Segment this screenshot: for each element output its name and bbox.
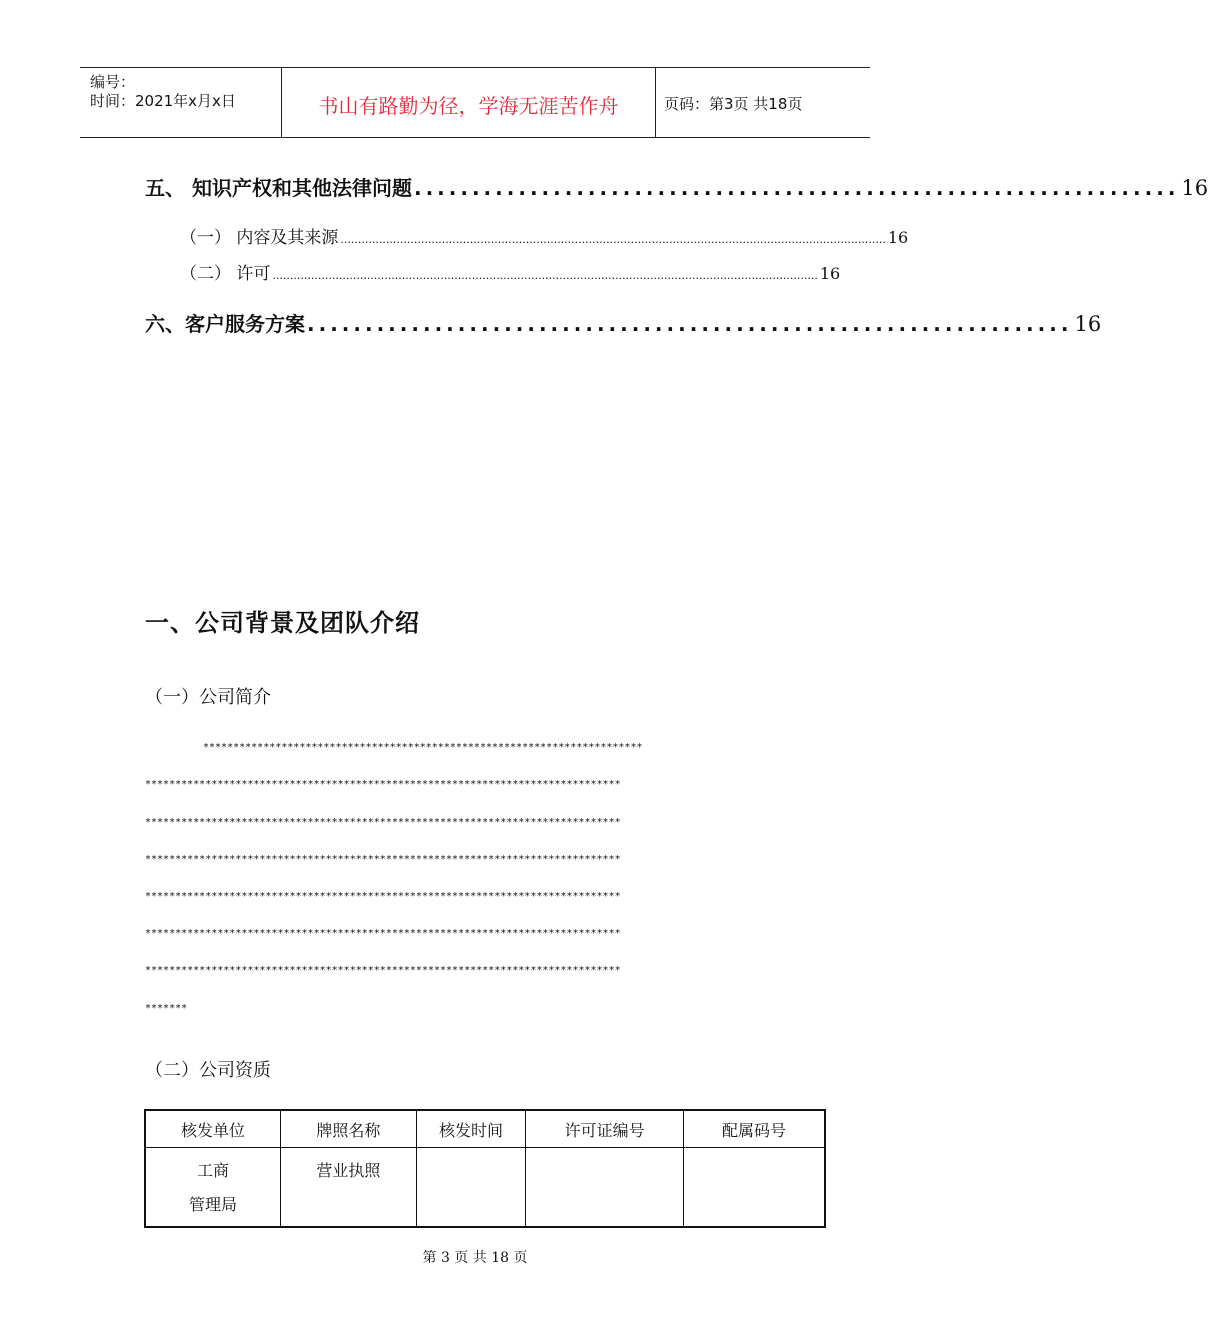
toc-entry-label: （一） 内容及其来源 bbox=[180, 228, 339, 248]
intro-text-line: ******************************************************************************* bbox=[145, 891, 621, 902]
toc-entry-page: 16 bbox=[1074, 312, 1102, 336]
header-motto: 书山有路勤为径，学海无涯苦作舟 bbox=[318, 94, 619, 118]
table-header-cell: 牌照名称 bbox=[281, 1110, 417, 1148]
table-header-cell: 配属码号 bbox=[683, 1110, 825, 1148]
intro-text-line: ******************************************************************************* bbox=[145, 928, 621, 939]
issuer-line: 管理局 bbox=[189, 1195, 238, 1214]
toc-entry-label: （二） 许可 bbox=[180, 264, 271, 284]
toc-leader: .................................................................. bbox=[307, 312, 1073, 336]
toc-entry[interactable] bbox=[180, 223, 909, 248]
subsection-heading: （二）公司资质 bbox=[145, 1060, 271, 1081]
intro-text-line: ******* bbox=[145, 1003, 188, 1014]
table-header-cell: 许可证编号 bbox=[526, 1110, 684, 1148]
toc-leader: ............................................................................................................................................................ bbox=[340, 233, 886, 246]
issuer-line: 工商 bbox=[197, 1161, 230, 1180]
table-cell-issue-date bbox=[416, 1148, 526, 1228]
toc-entry-page: 16 bbox=[819, 264, 841, 283]
page-header bbox=[80, 67, 870, 138]
table-cell-license-name: 营业执照 bbox=[281, 1148, 417, 1228]
intro-text-line: ******************************************************************************* bbox=[145, 779, 621, 790]
toc-entry-page: 16 bbox=[1181, 176, 1208, 200]
table-cell-issuer bbox=[145, 1148, 281, 1228]
section-heading: 一、公司背景及团队介绍 bbox=[145, 609, 420, 637]
document-number-label: 编号： bbox=[90, 73, 136, 91]
header-motto-cell bbox=[281, 68, 656, 137]
toc-entry[interactable] bbox=[145, 172, 1208, 201]
intro-text-line: ******************************************************************************* bbox=[145, 965, 621, 976]
table-header-cell: 核发时间 bbox=[416, 1110, 526, 1148]
intro-text-line: ******************************************************************************* bbox=[145, 817, 621, 828]
page-footer: 第 3 页 共 18 页 bbox=[422, 1250, 528, 1266]
intro-text-line: ******************************************************************************* bbox=[145, 854, 621, 865]
table-row bbox=[145, 1148, 825, 1228]
subsection-heading: （一）公司简介 bbox=[145, 687, 271, 708]
document-date: 时间：2021年x月x日 bbox=[90, 92, 236, 110]
toc-entry-page: 16 bbox=[887, 228, 909, 247]
table-header-row bbox=[145, 1110, 825, 1148]
toc-entry-label: 六、客户服务方案 bbox=[145, 312, 305, 336]
header-page-cell bbox=[655, 68, 870, 137]
qualification-table bbox=[144, 1109, 826, 1228]
header-meta bbox=[80, 68, 281, 137]
header-page-info: 页码：第3页 共18页 bbox=[664, 95, 803, 113]
intro-text-line: ************************************************************************* bbox=[203, 742, 643, 753]
toc-leader: ............................................................................................................................................................ bbox=[272, 269, 818, 282]
toc-leader: .................................................................. bbox=[413, 176, 1180, 200]
toc-entry-label: 五、 知识产权和其他法律问题 bbox=[145, 176, 412, 200]
table-cell-code bbox=[683, 1148, 825, 1228]
toc-entry[interactable] bbox=[180, 259, 841, 284]
toc-entry[interactable] bbox=[145, 308, 1102, 337]
table-header-cell: 核发单位 bbox=[145, 1110, 281, 1148]
table-cell-license-number bbox=[526, 1148, 684, 1228]
